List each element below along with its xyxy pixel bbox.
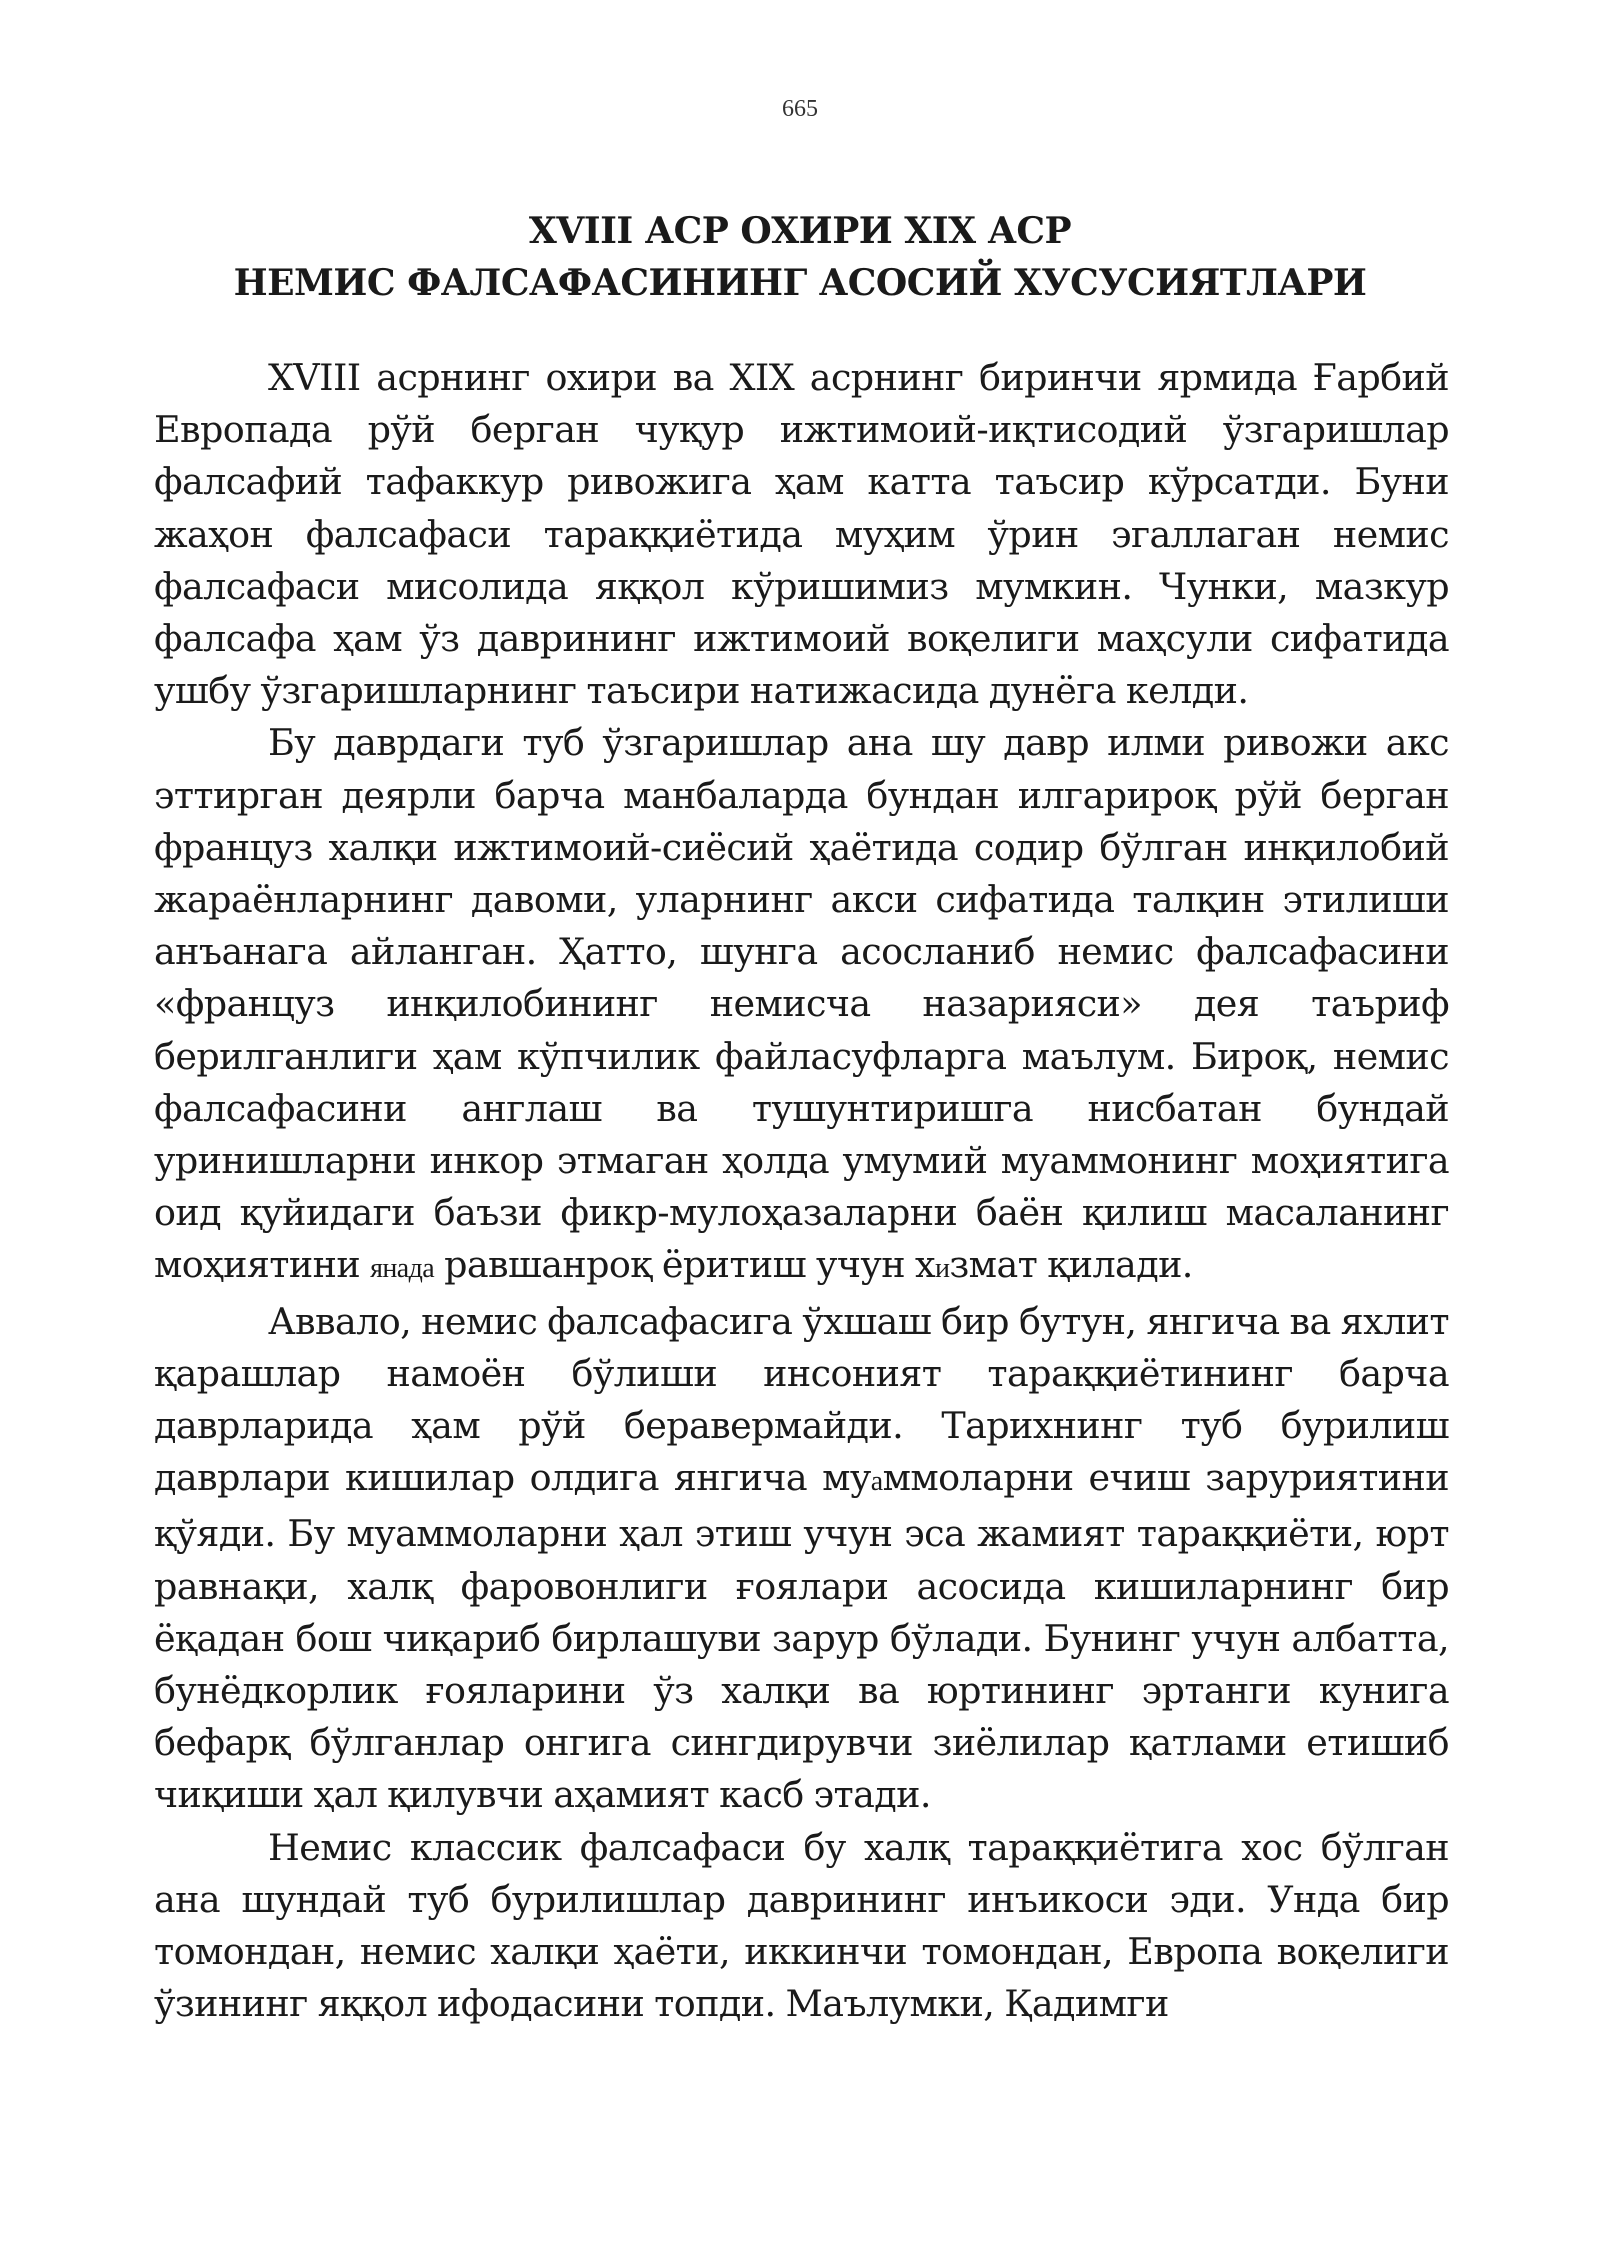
paragraph-3 [154, 1296, 1449, 1822]
paragraph-3-small-letter: а [870, 1466, 883, 1498]
paragraph-4: Немис классик фалсафаси бу халқ тараққиётига хос бўлган ана шундай туб бурилишлар даврининг инъикоси эди. Унда бир томондан, немис халқи ҳаёти, иккинчи томондан, Европа воқелиги ўзининг яққол ифодасини топди. Маълумки, Қадимги [154, 1825, 1449, 2026]
chapter-title [150, 205, 1450, 309]
paragraph-3-text-a: Аввало, немис фалсафасига ўхшаш бир бутун, янгича ва яхлит қарашлар намоён бўлиши инсоният тараққиётининг барча даврларида ҳам рўй беравермайди. Тарихнинг туб бурилиш даврлари кишилар олдига янгича му [154, 1299, 1449, 1500]
chapter-title-line-2: НЕМИС ФАЛСАФАСИНИНГ АСОСИЙ ХУСУСИЯТЛАРИ [233, 262, 1367, 304]
paragraph-2-text-c: змат қилади. [949, 1243, 1193, 1287]
page-number: 665 [782, 96, 818, 122]
paragraph-2-text-b: равшанроқ ёритиш учун х [434, 1243, 935, 1287]
body-text [154, 352, 1449, 2031]
paragraph-2-small-letter: и [934, 1253, 950, 1285]
chapter-title-line-1: XVIII АСР ОХИРИ XIX АСР [528, 210, 1072, 252]
paragraph-2-small-word: янада [370, 1253, 435, 1285]
paragraph-1: XVIII асрнинг охири ва XIX асрнинг биринчи ярмида Ғарбий Европада рўй берган чуқур ижтимоий-иқтисодий ўзгаришлар фалсафий тафаккур ривожига ҳам катта таъсир кўрсатди. Буни жаҳон фалсафаси тараққиётида муҳим ўрин эгаллаган немис фалсафаси мисолида яққол кўришимиз мумкин. Чунки, мазкур фалсафа ҳам ўз даврининг ижтимоий воқелиги маҳсули сифатида ушбу ўзгаришларнинг таъсири натижасида дунёга келди. [154, 356, 1449, 713]
paragraph-3-text-b: ммоларни ечиш заруриятини қўяди. Бу муаммоларни ҳал этиш учун эса жамият тараққиёти, юрт равнақи, халқ фаровонлиги ғоялари асосида кишиларнинг бир ёқадан бош чиқариб бирлашуви зарур бўлади. Бунинг учун албатта, бунёдкорлик ғояларини ўз халқи ва юртининг эртанги кунига бефарқ бўлганлар онгига сингдирувчи зиёлилар қатлами етишиб чиқиши ҳал қилувчи аҳамият касб этади. [154, 1456, 1449, 1817]
paragraph-2 [154, 717, 1449, 1295]
paragraph-2-text-a: Бу даврдаги туб ўзгаришлар ана шу давр илми ривожи акс эттирган деярли барча манбаларда бундан илгарироқ рўй берган француз халқи ижтимоий-сиёсий ҳаётида содир бўлган инқилобий жараёнларнинг давоми, уларнинг акси сифатида талқин этилиши анъанага айланган. Ҳатто, шунга асосланиб немис фалсафасини «француз инқилобининг немисча назарияси» дея таъриф берилганлиги ҳам кўпчилик файласуфларга маълум. Бироқ, немис фалсафасини англаш ва тушунтиришга нисбатан бундай уринишларни инкор этмаган ҳолда умумий муаммонинг моҳиятига оид қуйидаги баъзи фикр-мулоҳазаларни баён қилиш масаланинг моҳиятини [154, 721, 1449, 1287]
